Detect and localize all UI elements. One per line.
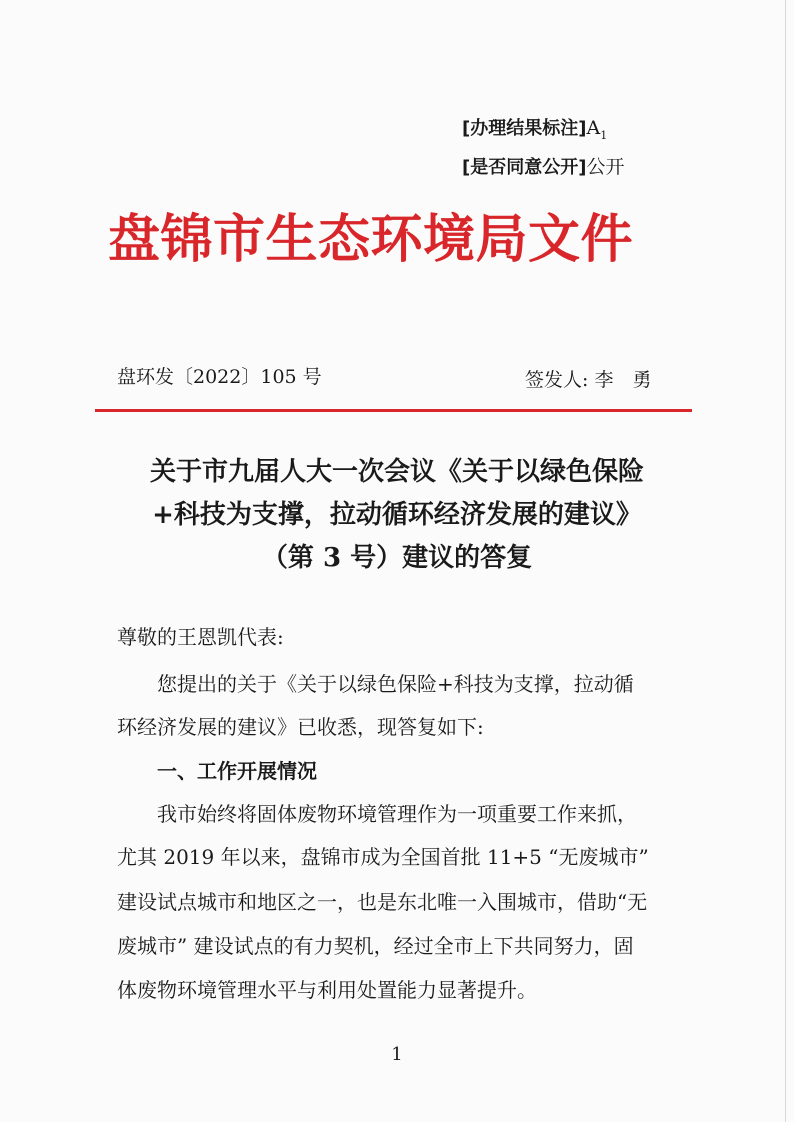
signer: 签发人: 李 勇 bbox=[525, 369, 652, 391]
body-line: 您提出的关于《关于以绿色保险+科技为支撑，拉动循 bbox=[157, 672, 634, 696]
subject-heading bbox=[100, 451, 694, 580]
disclosure-label: [是否同意公开] bbox=[462, 157, 587, 178]
page-number: 1 bbox=[391, 1044, 403, 1065]
handling-result-note bbox=[462, 116, 607, 148]
handling-result-value: A bbox=[586, 117, 601, 139]
salutation: 尊敬的王恩凯代表: bbox=[117, 625, 284, 649]
section-heading: 一、工作开展情况 bbox=[157, 759, 317, 783]
document-number: 盘环发〔2022〕105 号 bbox=[117, 366, 322, 388]
disclosure-value: 公开 bbox=[586, 156, 625, 178]
subject-line: +科技为支撑，拉动循环经济发展的建议》 bbox=[152, 500, 642, 530]
body-line: 废城市” 建设试点的有力契机，经过全市上下共同努力，固 bbox=[117, 934, 634, 958]
subject-line: 关于市九届人大一次会议《关于以绿色保险 bbox=[149, 457, 644, 487]
handling-result-subscript: 1 bbox=[600, 128, 608, 142]
red-divider bbox=[95, 409, 692, 412]
body-line: 我市始终将固体废物环境管理作为一项重要工作来抓， bbox=[157, 802, 637, 826]
subject-line: （第 3 号）建议的答复 bbox=[261, 543, 533, 573]
body-line: 建设试点城市和地区之一，也是东北唯一入围城市，借助“无 bbox=[117, 890, 648, 914]
body-line: 尤其 2019 年以来，盘锦市成为全国首批 11+5 “无废城市” bbox=[117, 845, 649, 869]
body-line: 环经济发展的建议》已收悉，现答复如下: bbox=[117, 715, 484, 739]
document-title: 盘锦市生态环境局文件 bbox=[108, 210, 634, 270]
disclosure-note bbox=[462, 155, 624, 180]
scan-edge bbox=[785, 0, 786, 1122]
body-line: 体废物环境管理水平与利用处置能力显著提升。 bbox=[117, 978, 537, 1002]
handling-result-label: [办理结果标注] bbox=[462, 118, 587, 139]
